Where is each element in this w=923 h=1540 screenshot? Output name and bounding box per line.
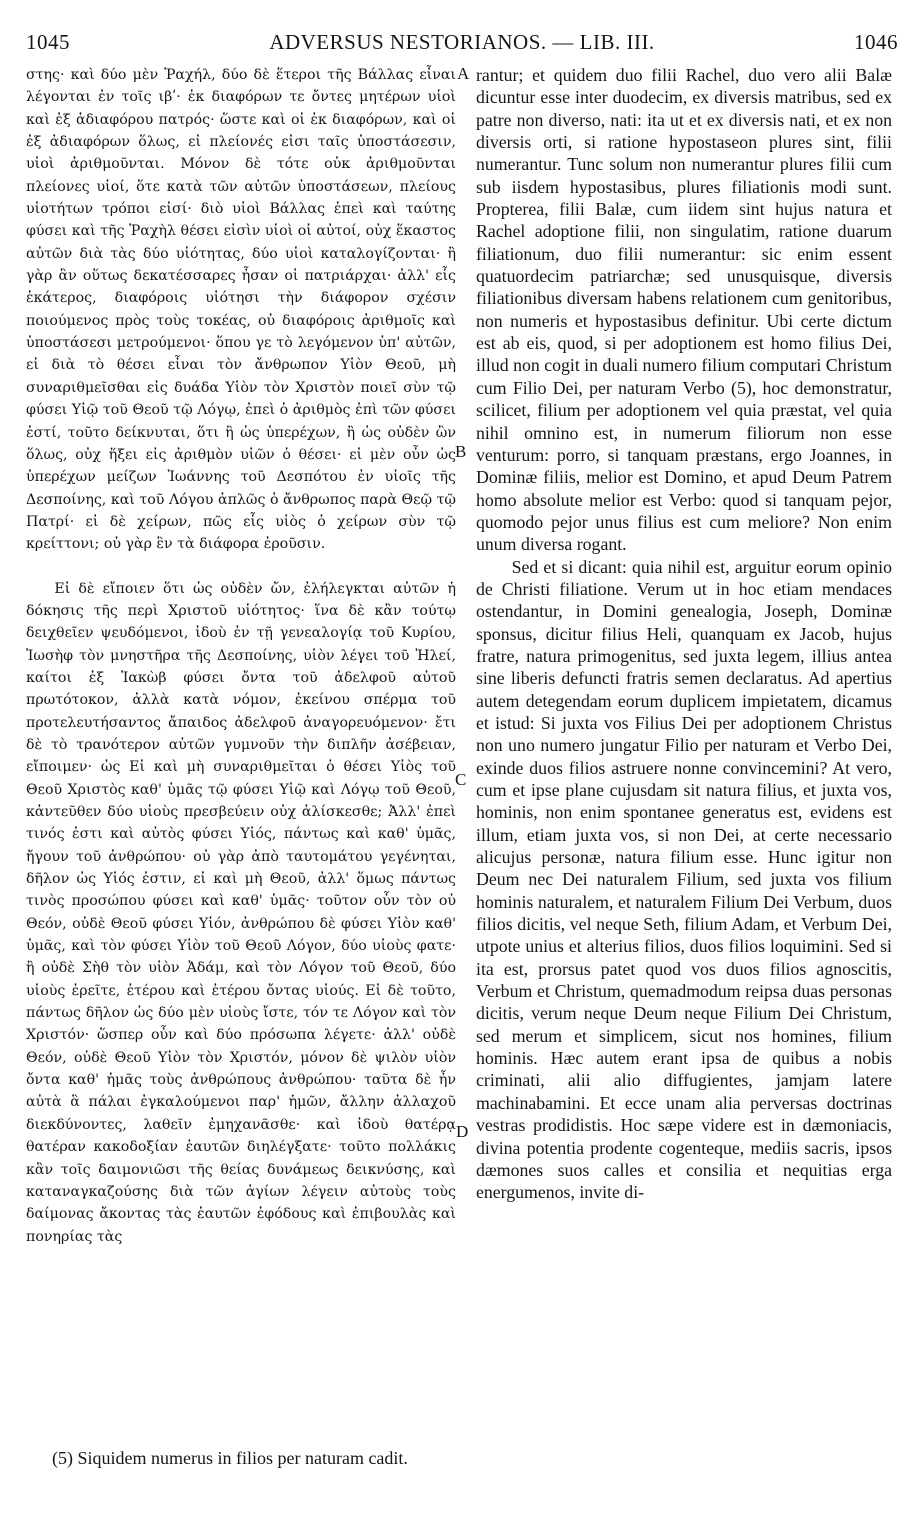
- greek-column: [26, 64, 456, 1442]
- page-header: [26, 30, 898, 64]
- page-number-left: 1045: [26, 30, 70, 54]
- greek-paragraph-2: Εἰ δὲ εἴποιεν ὅτι ὡς οὐδὲν ὤν, ἐλήλεγκται αὐτῶν ἡ δόκησις τῆς περὶ Χριστοῦ υἱότητος· ἵνα δὲ κἂν τούτῳ δειχθεῖεν ψευδόμενοι, ἰδοὺ ἐν τῇ γενεαλογίᾳ τοῦ Κυρίου, Ἰωσὴφ τὸν μνηστῆρα τῆς Δεσποίνης, υἱὸν λέγει τοῦ Ἠλεί, καίτοι ἐξ Ἰακὼβ φύσει ὄντα τοῦ ἀδελφοῦ αὐτοῦ πρωτότοκον, ἀλλὰ κατὰ νόμον, ἐκείνου σπέρμα τοῦ προτελευτήσαντος ἄπαιδος ἀδελφοῦ ἀναγορευόμενον· ἔτι δὲ τὸ τρανότερον αὐτῶν γυμνοῦν τὴν διπλῆν ἀσέβειαν, εἴποιμεν· ὡς Εἰ καὶ μὴ συναριθμεῖται ὁ θέσει Υἱὸς τοῦ Θεοῦ Χριστὸς καθ' ὑμᾶς τῷ φύσει Υἱῷ καὶ Λόγῳ τοῦ Θεοῦ, κἀντεῦθεν δύο υἱοὺς πρεσβεύειν οὐχ ἁλίσκεσθε; Ἀλλ' ἐπεὶ τινός ἐστι καὶ αὐτὸς φύσει Υἱός, πάντως καὶ καθ' ὑμᾶς, ἤγουν τοῦ ἀνθρώπου· οὐ γὰρ ἀπὸ ταυτομάτου γεγένηται, δῆλον ὡς Υἱός ἐστιν, εἰ καὶ μὴ Θεοῦ, ἀλλ' ὅμως πάντως τινὸς προσώπου φύσει καὶ καθ' ὑμᾶς· τοῦτον οὖν τὸν οὐ Θεόν, οὐδὲ Θεοῦ φύσει Υἱόν, ἀνθρώπου δὲ φύσει Υἱὸν καθ' ὑμᾶς, καὶ τὸν φύσει Υἱὸν τοῦ Θεοῦ Λόγον, δύο υἱοὺς φατε· ἢ οὐδὲ Σὴθ τὸν υἱὸν Ἀδάμ, καὶ τὸν Λόγον τοῦ Θεοῦ, δύο υἱοὺς ἐρεῖτε, ἑτέρου καὶ ἑτέρου ὄντας υἱούς. Εἰ δὲ τοῦτο, πάντως δῆλον ὡς δύο μὲν υἱοὺς ἴστε, τόν τε Λόγον καὶ τὸν Χριστόν· ὥσπερ οὖν καὶ δύο πρόσωπα λέγετε· ἀλλ' οὐδὲ Θεόν, οὐδὲ Θεοῦ Υἱὸν τὸν Χριστόν, μόνον δὲ ψιλὸν υἱὸν ὄντα καθ' ἡμᾶς τοὺς ἀνθρώπους ἀνθρώπου· ταῦτα δὲ ἦν αὐτὰ ἃ πάλαι ἐγκαλούμενοι παρ' ἡμῶν, ἄλλην ἀλλαχοῦ διεκδύνοντες, λαθεῖν ἐμηχανᾶσθε· καὶ ἰδοὺ θατέρᾳ θατέραν κακοδοξίαν ἑαυτῶν διηλέγξατε· τοῦτο πολλάκις κἂν τοῖς δαιμονιῶσι τῆς θείας δυνάμεως δεικνύσης, καὶ καταναγκαζούσης διὰ τῶν ἁγίων λέγειν αὐτοὺς τοὺς δαίμονας ἄκοντας τὰς ἑαυτῶν ἐφόδους καὶ ἐπιβουλὰς καὶ πονηρίας τὰς: [26, 580, 456, 1245]
- margin-letter-c: C: [455, 770, 467, 789]
- greek-paragraph-1: στης· καὶ δύο μὲν Ῥαχήλ, δύο δὲ ἕτεροι τῆς Βάλλας εἶναι λέγονται ἐν τοῖς ιβʹ· ἐκ διαφόρων τε ὄντες μητέρων υἱοὶ καὶ ἐξ ἀδιαφόρου πατρός· ὥστε καὶ οἱ ἐκ διαφόρων, καὶ οἱ ἐξ ἀδιαφόρων ὅλως, εἰ πλείονές εἰσι ταῖς ὑποστάσεσιν, υἱοὶ ἀριθμοῦνται. Μόνον δὲ τότε οὐκ ἀριθμοῦνται πλείονες υἱοί, ὅτε κατὰ τῶν αὐτῶν ὑποστάσεων, πλείους υἱοτήτων τρόποι εἰσί· διὸ υἱοὶ Βάλλας ἐπεὶ καὶ ταύτης φύσει καὶ τῆς Ῥαχὴλ θέσει εἰσὶν υἱοὶ οἱ αὐτοί, οὐχ ἕκαστος αὐτῶν διὰ τὰς δύο υἱότητας, δύο υἱοὶ καταλογίζονται· ἢ γὰρ ἂν οὕτως δεκατέσσαρες ἦσαν οἱ πατριάρχαι· ἀλλ' εἷς ἑκάτερος, διαφόροις υἱότησι τὴν διάφορον σχέσιν ποιούμενος πρὸς τοὺς τοκέας, οὐ διαφόροις ἀριθμοῖς καὶ ὑποστάσεσι μετρούμενοι· ὅπου γε τὸ λεγόμενον ὑπ' αὐτῶν, εἰ διὰ τὸ θέσει εἶναι τὸν ἄνθρωπον Υἱὸν Θεοῦ, μὴ συναριθμεῖσθαι εἰς δυάδα Υἱὸν τὸν Χριστὸν ποιεῖ σὺν τῷ φύσει Υἱῷ τοῦ Θεοῦ τῷ Λόγῳ, ἐπεὶ ὁ ἀριθμὸς ἐπὶ τῶν φύσει ἐστί, τοῦτο δείκνυται, ὅτι ἢ ὡς ὑπερέχων, ἢ ὡς οὐδὲν ὢν ὅλως, οὐχ ἥξει εἰς ἀριθμὸν υἱῶν ὁ θέσει· εἰ μὲν οὖν ὡς ὑπερέχων μείζων Ἰωάννης τοῦ Δεσπότου ἐν υἱοῖς τῆς Δεσποίνης, καὶ τοῦ Λόγου ἁπλῶς ὁ ἄνθρωπος παρὰ Θεῷ τῷ Πατρί· εἰ δὲ χείρων, πῶς εἷς υἱὸς ὁ χείρων σὺν τῷ κρείττονι; οὐ γὰρ ἓν τὰ διάφορα ἐροῦσιν.: [26, 67, 456, 553]
- latin-paragraph-2: Sed et si dicant: quia nihil est, arguitur eorum opinio de Christi filiatione. Verum ut in hoc etiam mendaces ostendantur, in Domini genealogia, Joseph, Dominæ sponsus, dicitur filius Heli, quanquam ex Jacob, hujus fratre, natura primogenitus, sed juxta legem, illius antea sine liberis defuncti fratris semen declaratus. Ad apertius autem detegendam eorum duplicem impietatem, dicamus et istud: Si juxta vos Filius Dei per adoptionem Christus non uno numero jungatur Filio per naturam et Verbo Dei, exinde duos filios astruere nonne convincemini? At vero, cum et ipse plane cujusdam sit natura filius, et juxta vos, hominis, non enim spontanee generatus est, evidens est illum, etiam juxta vos, si non Dei, at certe necessario alicujus personæ, natura filium esse. Hunc igitur non Deum nec Dei naturalem Filium, sed juxta vos filium hominis naturalem, et naturalem Filium Dei Verbum, duos filios dicitis, vel neque Seth, filium Adam, et Verbum Dei, utpote unius et alterius filios, duos filios loquimini. Sed si ita est, prorsus patet quod vos duos filios agnoscitis, Verbum et Christum, quemadmodum reipsa duas personas dicitis, verum neque Deum neque Filium Dei Christum, sed merum et simplicem, sicut nos homines, filium hominis. Hæc autem erant ipsa de quibus a nobis criminati, alii alio diffugientes, jamjam latere machinabamini. Et ecce unam alia perversas doctrinas vestras prodidistis. Hoc sæpe videre est in dæmoniacis, divina potentia prodente cogenteque, mediis sacris, ipsos dæmones suos calles et consilia et nequitias erga energumenos, invite di-: [476, 556, 892, 1203]
- running-title: ADVERSUS NESTORIANOS. — LIB. III.: [269, 30, 655, 54]
- latin-column: [476, 64, 892, 1442]
- footnote: (5) Siquidem numerus in filios per naturam cadit.: [52, 1448, 408, 1468]
- margin-letter-b: B: [455, 442, 467, 461]
- margin-letter-a: A: [457, 64, 470, 83]
- margin-letter-d: D: [456, 1122, 469, 1141]
- latin-paragraph-1: rantur; et quidem duo filii Rachel, duo vero alii Balæ dicuntur esse inter duodecim, ex diversis matribus, sed ex patre non diverso, nati: ita ut et ex diversis nati, et ex non diversis orti, si ratione hypostaseon plures sint, filii numerantur. Tunc solum non numerantur plures filii cum sub iisdem hypostasibus, plures filiationis modi sunt. Propterea, filii Balæ, cum iidem sint hujus natura et Rachel adoptione filii, non singulatim, ratione duarum filiationum, duo filii numerantur: sic enim essent quatuordecim patriarchæ; sed unusquisque, diversis filiationibus diversam habens relationem cum genitoribus, non numeris et hypostasibus definitur. Ubi certe dictum est ab eis, quod, si per adoptionem est homo filius Dei, illud non cogit in duali numero filium computari Christum cum Filio Dei, per naturam Verbo (5), hoc demonstratur, scilicet, filium per adoptionem vel quia præstat, vel quia nihil omnino est, in numerum filiorum non esse venturum: porro, si tanquam præstans, ergo Joannes, in Dominæ filiis, melior est Domino, et apud Deum Patrem homo absolute melior est Verbo: quod si tanquam pejor, quomodo pejor unus filius est cum meliore? Non enim unum diversa rogant.: [476, 65, 892, 555]
- page-number-right: 1046: [854, 30, 898, 54]
